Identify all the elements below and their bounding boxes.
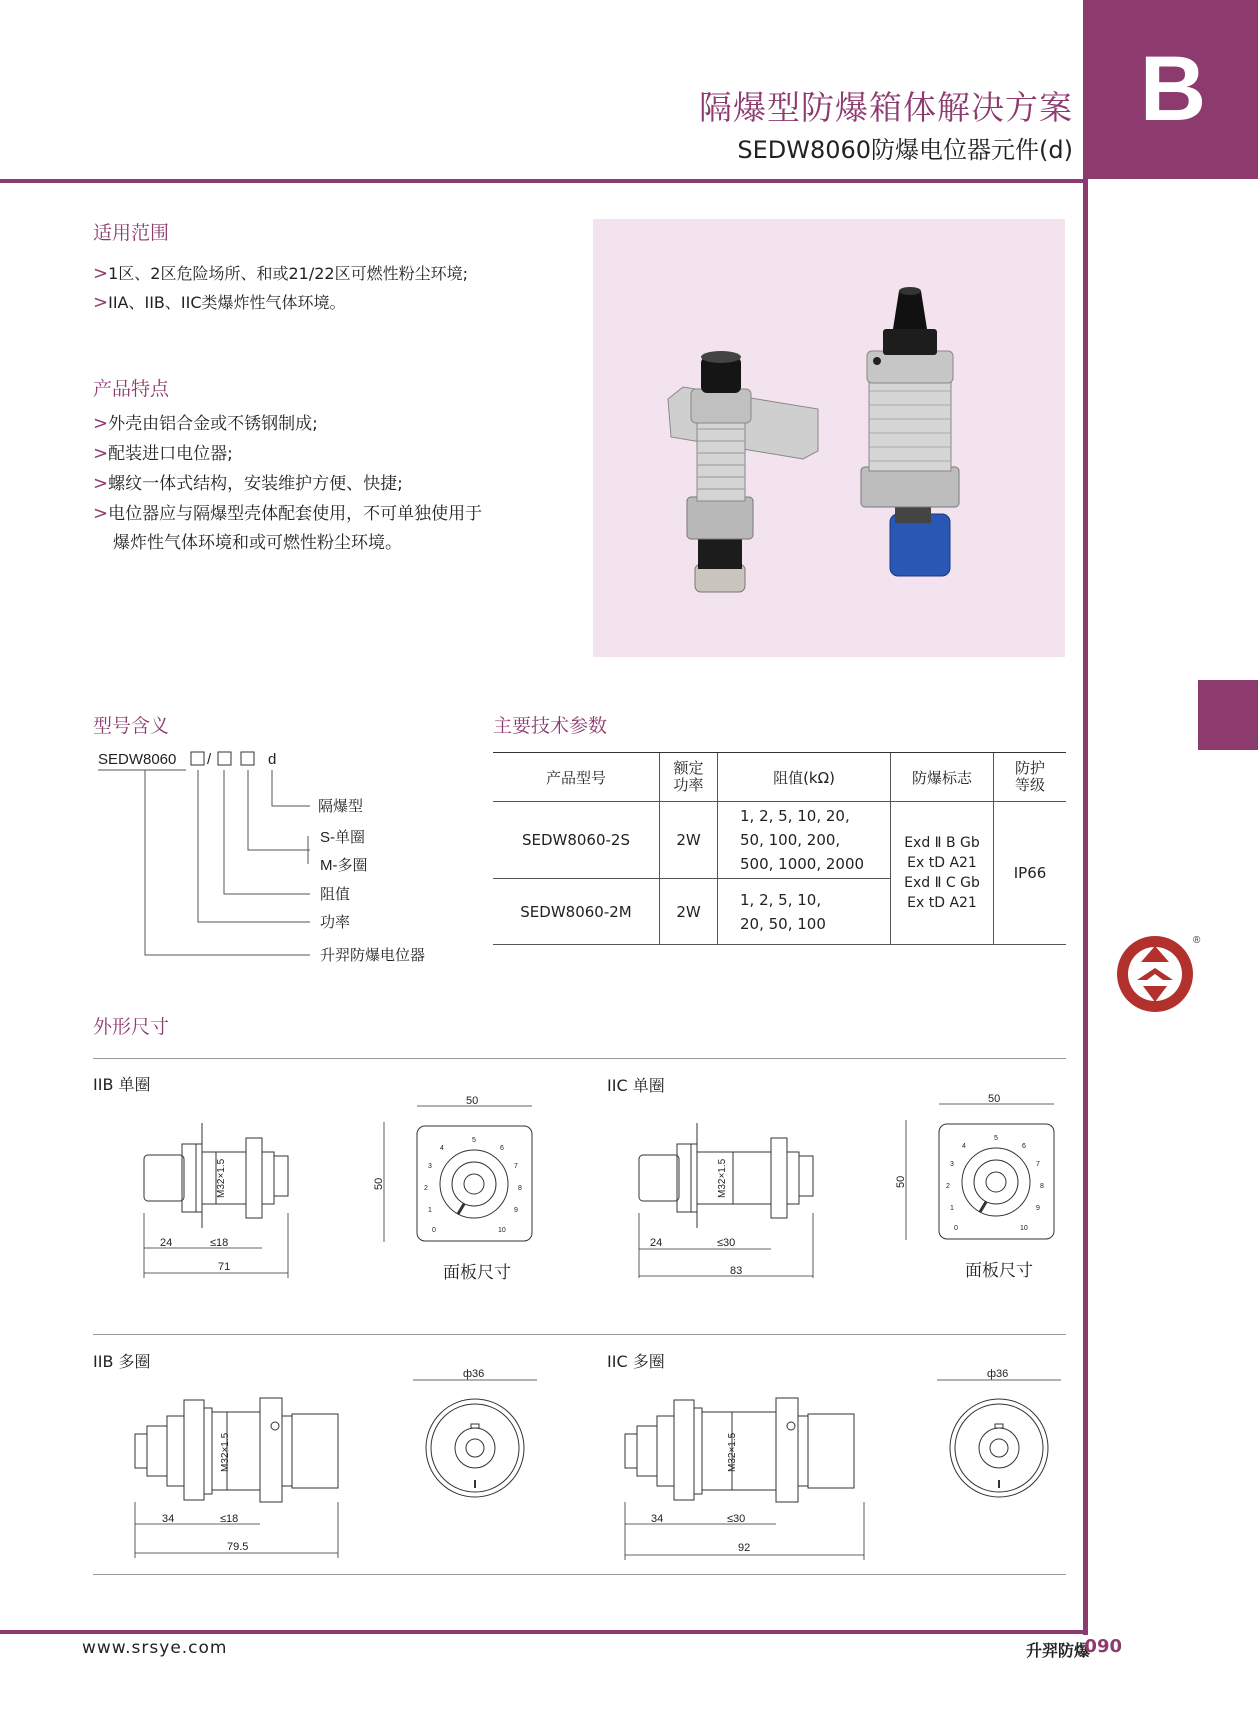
- model-code-diagram: [90, 744, 460, 974]
- dim-value: 50: [895, 1175, 907, 1188]
- scope-title: 适用范围: [93, 222, 170, 244]
- page-subtitle: SEDW8060防爆电位器元件(d): [737, 136, 1073, 164]
- table-header-cell: 阻值(kΩ): [718, 753, 891, 802]
- brand-logo-icon: [1113, 932, 1203, 1014]
- dial-face-iib-multi: [405, 1364, 545, 1504]
- dim-value: ≤30: [717, 1237, 736, 1249]
- svg-text:6: 6: [1022, 1143, 1026, 1150]
- list-item: >外壳由铝合金或不锈钢制成;: [93, 413, 318, 434]
- dim-value: 24: [650, 1237, 663, 1249]
- table-cell: SEDW8060-2S: [493, 802, 660, 879]
- svg-text:4: 4: [440, 1145, 444, 1152]
- svg-text:4: 4: [962, 1143, 966, 1150]
- model-title: 型号含义: [93, 715, 170, 737]
- model-label: 功率: [320, 914, 351, 931]
- dim-value: 79.5: [227, 1541, 249, 1553]
- model-suffix: d: [268, 751, 277, 768]
- svg-text:1: 1: [428, 1207, 432, 1214]
- header-rule: [0, 179, 1087, 183]
- divider: [93, 1574, 1066, 1575]
- model-label: S-单圈: [320, 829, 366, 846]
- dim-value: 83: [730, 1265, 743, 1277]
- divider: [93, 1334, 1066, 1335]
- svg-text:10: 10: [498, 1227, 506, 1234]
- features-list: [93, 409, 482, 558]
- dim-value: 24: [160, 1237, 173, 1249]
- table-header-cell: 额定 功率: [660, 753, 718, 802]
- svg-text:7: 7: [1036, 1161, 1040, 1168]
- list-item: >1区、2区危险场所、和或21/22区可燃性粉尘环境;: [93, 263, 468, 284]
- dim-value: 50: [988, 1093, 1001, 1105]
- dim-value: 34: [162, 1513, 175, 1525]
- drawing-iic-single: [615, 1118, 845, 1278]
- table-cell: 2W: [660, 879, 718, 945]
- list-item: >螺纹一体式结构，安装维护方便、快捷;: [93, 473, 403, 494]
- svg-text:5: 5: [994, 1135, 998, 1142]
- table-header-cell: 防护 等级: [994, 753, 1067, 802]
- footer-brand: 升羿防爆: [1025, 1641, 1090, 1660]
- section-tab: B: [1088, 0, 1258, 179]
- svg-text:8: 8: [1040, 1183, 1044, 1190]
- page-number: 090: [1084, 1636, 1122, 1657]
- panel-label: IIB 多圈: [93, 1352, 151, 1371]
- side-tab-marker: [1198, 680, 1258, 750]
- panel-label: IIB 单圈: [93, 1075, 151, 1094]
- table-cell: 2W: [660, 802, 718, 879]
- panel-caption: 面板尺寸: [965, 1261, 1033, 1281]
- dim-value: 34: [651, 1513, 664, 1525]
- model-diagram: [0, 0, 1, 1]
- dim-value: ≤18: [210, 1237, 229, 1249]
- specs-title: 主要技术参数: [493, 715, 608, 737]
- model-label: M-多圈: [320, 857, 368, 874]
- list-item: >IIA、IIB、IIC类爆炸性气体环境。: [93, 292, 346, 313]
- panel-face-iib: [372, 1092, 542, 1252]
- website-link[interactable]: www.srsye.com: [82, 1638, 228, 1658]
- model-label: 升羿防爆电位器: [320, 947, 426, 964]
- model-code: SEDW8060: [98, 751, 177, 768]
- dim-value: 50: [373, 1177, 385, 1190]
- svg-text:0: 0: [432, 1227, 436, 1234]
- svg-text:3: 3: [950, 1161, 954, 1168]
- panel-label: IIC 单圈: [607, 1076, 665, 1095]
- svg-text:7: 7: [514, 1163, 518, 1170]
- thread-label: M32×1.5: [717, 1158, 728, 1198]
- svg-text:6: 6: [500, 1145, 504, 1152]
- svg-text:1: 1: [950, 1205, 954, 1212]
- list-item-continuation: 爆炸性气体环境和或可燃性粉尘环境。: [113, 533, 402, 553]
- table-cell: Exd Ⅱ B Gb Ex tD A21 Exd Ⅱ C Gb Ex tD A21: [891, 802, 994, 945]
- product-photo: [593, 219, 1065, 657]
- thread-label: M32×1.5: [220, 1432, 231, 1472]
- list-item: >电位器应与隔爆型壳体配套使用，不可单独使用于: [93, 503, 483, 524]
- potentiometer-illustration: [593, 219, 1065, 657]
- page-title: 隔爆型防爆箱体解决方案: [699, 88, 1073, 127]
- dim-value: ≤18: [220, 1513, 239, 1525]
- dial-face-iic-multi: [929, 1364, 1069, 1504]
- panel-face-iic: [894, 1090, 1064, 1250]
- thread-label: M32×1.5: [727, 1432, 738, 1472]
- right-rule: [1083, 0, 1088, 1635]
- footer-rule: [0, 1630, 1088, 1634]
- dim-value: 71: [218, 1261, 231, 1273]
- dim-value: ≤30: [727, 1513, 746, 1525]
- svg-text:10: 10: [1020, 1225, 1028, 1232]
- svg-text:®: ®: [1193, 935, 1201, 946]
- table-header-cell: 产品型号: [493, 753, 660, 802]
- svg-text:0: 0: [954, 1225, 958, 1232]
- table-row: [493, 802, 1066, 879]
- specs-table: [493, 752, 1066, 945]
- table-cell: SEDW8060-2M: [493, 879, 660, 945]
- dim-value: ф36: [463, 1368, 485, 1380]
- model-label: 隔爆型: [318, 798, 364, 815]
- drawing-iib-multi: [120, 1390, 360, 1560]
- dimensions-title: 外形尺寸: [93, 1016, 170, 1038]
- scope-list: [93, 259, 468, 317]
- table-cell: IP66: [994, 802, 1067, 945]
- table-cell: 1, 2, 5, 10, 20, 50, 100, 200, 500, 1000, 2000: [718, 802, 891, 879]
- table-cell: 1, 2, 5, 10, 20, 50, 100: [718, 879, 891, 945]
- drawing-iib-single: [120, 1118, 320, 1278]
- drawing-iic-multi: [610, 1390, 880, 1560]
- list-item: >配装进口电位器;: [93, 443, 233, 464]
- svg-text:5: 5: [472, 1137, 476, 1144]
- thread-label: M32×1.5: [216, 1158, 227, 1198]
- dim-value: 50: [466, 1095, 479, 1107]
- model-label: 阻值: [320, 886, 351, 903]
- svg-text:9: 9: [514, 1207, 518, 1214]
- svg-text:2: 2: [424, 1185, 428, 1192]
- panel-label: IIC 多圈: [607, 1352, 665, 1371]
- svg-text:9: 9: [1036, 1205, 1040, 1212]
- table-header-row: [493, 753, 1066, 802]
- features-title: 产品特点: [93, 378, 170, 400]
- table-header-cell: 防爆标志: [891, 753, 994, 802]
- svg-text:3: 3: [428, 1163, 432, 1170]
- svg-text:2: 2: [946, 1183, 950, 1190]
- panel-caption: 面板尺寸: [443, 1263, 511, 1283]
- svg-text:8: 8: [518, 1185, 522, 1192]
- dim-value: ф36: [987, 1368, 1009, 1380]
- model-slash: /: [207, 751, 212, 768]
- dim-value: 92: [738, 1542, 751, 1554]
- divider: [93, 1058, 1066, 1059]
